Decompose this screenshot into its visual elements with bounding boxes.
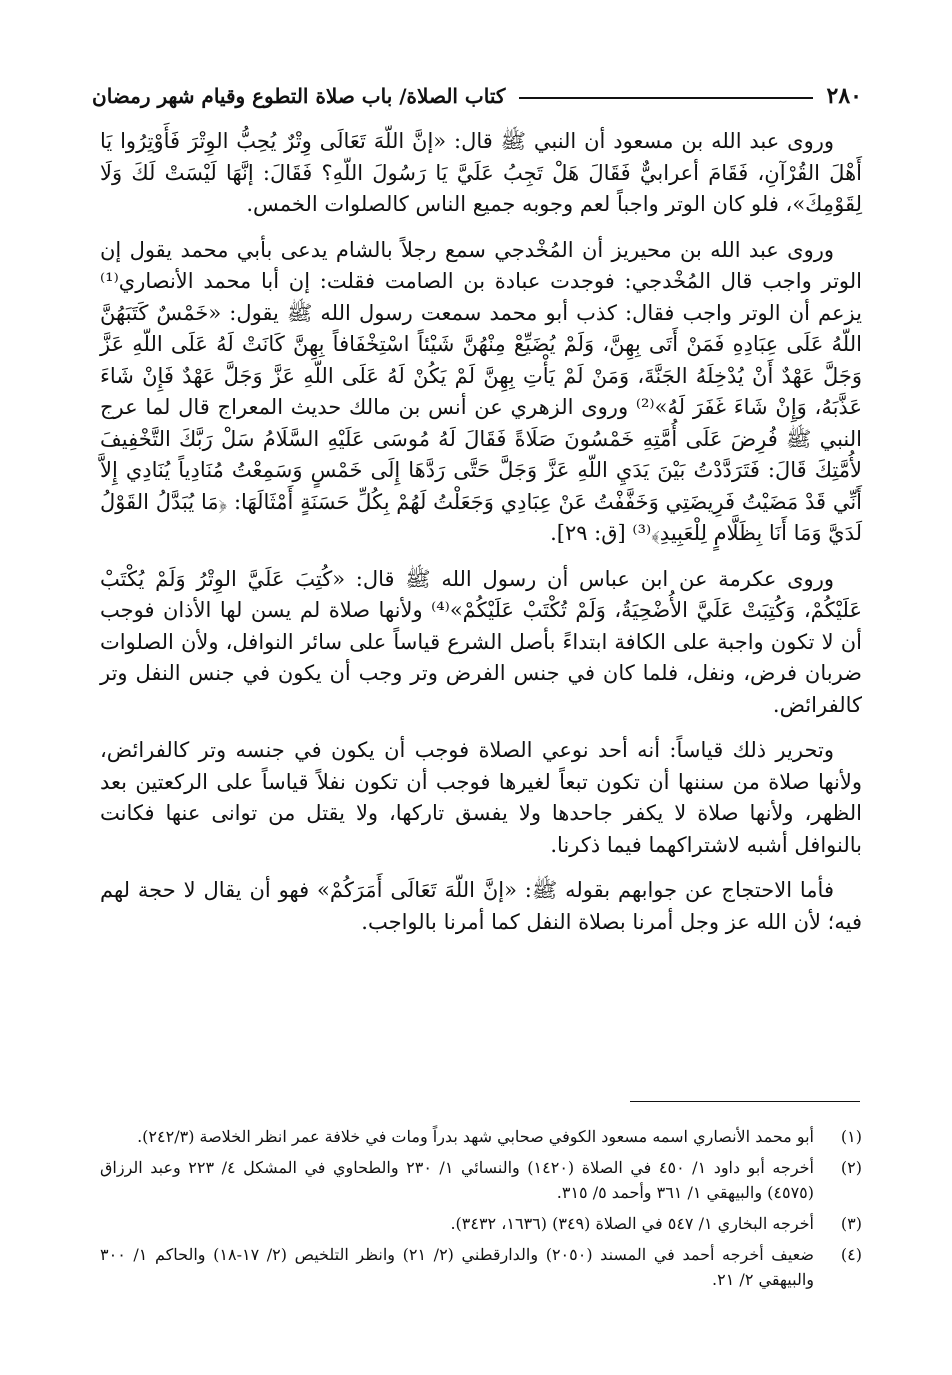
paragraph: وتحرير ذلك قياساً: أنه أحد نوعي الصلاة فوجب أن يكون في جنسه وتر كالفرائض، ولأنها صلاة من سننها أن تكون تبعاً لغيرها فوجب أن تكون نفلاً قياساً على الركعتين بعد الظهر، ولأنها صلاة لا يكفر جاحدها ولا يفسق تاركها، ولا يقتل من توانى عنها فكانت بالنوافل أشبه لاشتراكهما فيما ذكرنا. <box>100 738 862 857</box>
paragraph: وروى عبد الله بن محيريز أن المُخْدجي سمع رجلاً بالشام يدعى بأبي محمد يقول إن الوتر واجب قال المُخْدجي: فوجدت عبادة بن الصامت فقلت: إن أبا محمد الأنصاري⁽¹⁾ يزعم أن الوتر واجب فقال: كذب أبو محمد سمعت رسول الله ﷺ يقول: «خَمْسٌ كَتَبَهُنَّ اللّهُ عَلَى عِبَادِهِ فَمَنْ أَتَى بِهِنَّ، وَلَمْ يُضَيِّعْ مِنْهُنَّ شَيْئاً اسْتِخْفَافاً بِهِنَّ كَانَتْ لَهُ عَلَى اللّهِ عَزَّ وَجَلَّ عَهْدٌ أَنْ يُدْخِلَهُ الجَنَّةَ، وَمَنْ لَمْ يَأْتِ بِهِنَّ لَمْ يَكُنْ لَهُ عَلَى اللّهِ عَزَّ وَجَلَّ عَهْدٌ فَإِنْ شَاءَ عَذَّبَهُ، وَإِنْ شَاءَ غَفَرَ لَهُ»⁽²⁾ وروى الزهري عن أنس بن مالك حديث المعراج قال لما عرج النبي ﷺ فُرِضَ عَلَى أُمَّتِهِ خَمْسُونَ صَلَاةً فَقَالَ لَهُ مُوسَى عَلَيْهِ السَّلَامُ سَلْ رَبَّكَ التَّخْفِيفَ لأُمَّتِكَ قَالَ: فَتَرَدَّدْتُ بَيْنَ يَدَيِ اللّهِ عَزَّ وَجَلَّ حَتَّى رَدَّهَا إِلَى خَمْسٍ وَسَمِعْتُ مُنَادِياً يُنَادِي إِلاَّ أَنِّي قَدْ مَضَيْتُ فَرِيضَتِي وَخَفَّفْتُ عَنْ عِبَادِي وَجَعَلْتُ لَهُمْ بِكُلِّ حَسَنَةٍ أَمْثَالَهَا: ﴿مَا يُبَدَّلُ القَوْلُ لَدَيَّ وَمَا أَنَا بِظَلَّامٍ لِلْعَبِيدِ﴾⁽³⁾ [ق: ٢٩]. <box>100 237 862 545</box>
page-number: ٢٨٠ <box>826 83 862 109</box>
footnote <box>100 1124 862 1149</box>
footnote-text: أخرجه البخاري ١/ ٥٤٧ في الصلاة (٣٤٩) (١٦٣٦، ٣٤٣٢). <box>450 1214 814 1233</box>
paragraph: فأما الاحتجاج عن جوابهم بقوله ﷺ: «إنَّ اللّهَ تَعَالَى أَمَرَكُمْ» فهو أن يقال لا حجة لهم فيه؛ لأن الله عز وجل أمرنا بصلاة النفل كما أمرنا بالواجب. <box>100 878 862 934</box>
footnote-text: ضعيف أخرجه أحمد في المسند (٢٠٥٠) والدارقطني (٢/ ٢١) وانظر التلخيص (٢/ ١٧-١٨) والحاكم ١/ ٣٠٠ والبيهقي ٢/ ٢١. <box>100 1245 814 1289</box>
main-text <box>100 126 862 952</box>
running-title: كتاب الصلاة/ باب صلاة التطوع وقيام شهر رمضان <box>92 84 506 108</box>
footnote <box>100 1242 862 1292</box>
footnote-text: أبو محمد الأنصاري اسمه مسعود الكوفي صحابي شهد بدراً ومات في خلافة عمر انظر الخلاصة (٢٤٢/٣). <box>137 1127 814 1146</box>
paragraph: وروى عكرمة عن ابن عباس أن رسول الله ﷺ قال: «كُتِبَ عَلَيَّ الوِتْرُ وَلَمْ يُكْتَبْ عَلَيْكُمْ، وَكُتِبَتْ عَلَيَّ الأُضْحِيَةُ، وَلَمْ تُكْتَبْ عَلَيْكُمْ»⁽⁴⁾ ولأنها صلاة لم يسن لها الأذان فوجب أن لا تكون واجبة على الكافة ابتداءً بأصل الشرع قياساً على سائر النوافل، ولأن الصلوات ضربان فرض، ونفل، فلما كان في جنس الفرض وتر وجب أن يكون في جنس النفل وتر كالفرائض. <box>100 566 862 717</box>
footnote <box>100 1211 862 1236</box>
footnote-number: (٤) <box>840 1245 862 1264</box>
footnote-text: أخرجه أبو داود ١/ ٤٥٠ في الصلاة (١٤٢٠) والنسائي ١/ ٢٣٠ والطحاوي في المشكل ٤/ ٢٢٣ وعبد الرزاق (٤٥٧٥) والبيهقي ١/ ٣٦١ وأحمد ٥/ ٣١٥. <box>100 1158 814 1202</box>
footnote-separator <box>630 1101 860 1102</box>
page-header <box>92 82 862 110</box>
footnote-number: (٢) <box>840 1158 862 1177</box>
footnote <box>100 1155 862 1205</box>
footnote-number: (١) <box>840 1127 862 1146</box>
footnotes <box>100 1124 862 1298</box>
paragraph: وروى عبد الله بن مسعود أن النبي ﷺ قال: «إنَّ اللّهَ تَعَالَى وِتْرٌ يُحِبُّ الوِتْرَ فَأَوْتِرُوا يَا أَهْلَ القُرْآنِ، فَقَامَ أعرابيٌّ فَقَالَ هَلْ تَجِبُ عَلَيَّ يَا رَسُولَ اللّهِ؟ فَقَالَ: إنَّهَا لَيْسَتْ لَكَ وَلَا لِقَوْمِكَ»، فلو كان الوتر واجباً لعم وجوبه جميع الناس كالصلوات الخمس. <box>100 129 862 216</box>
footnote-number: (٣) <box>840 1214 862 1233</box>
header-rule <box>519 97 812 99</box>
